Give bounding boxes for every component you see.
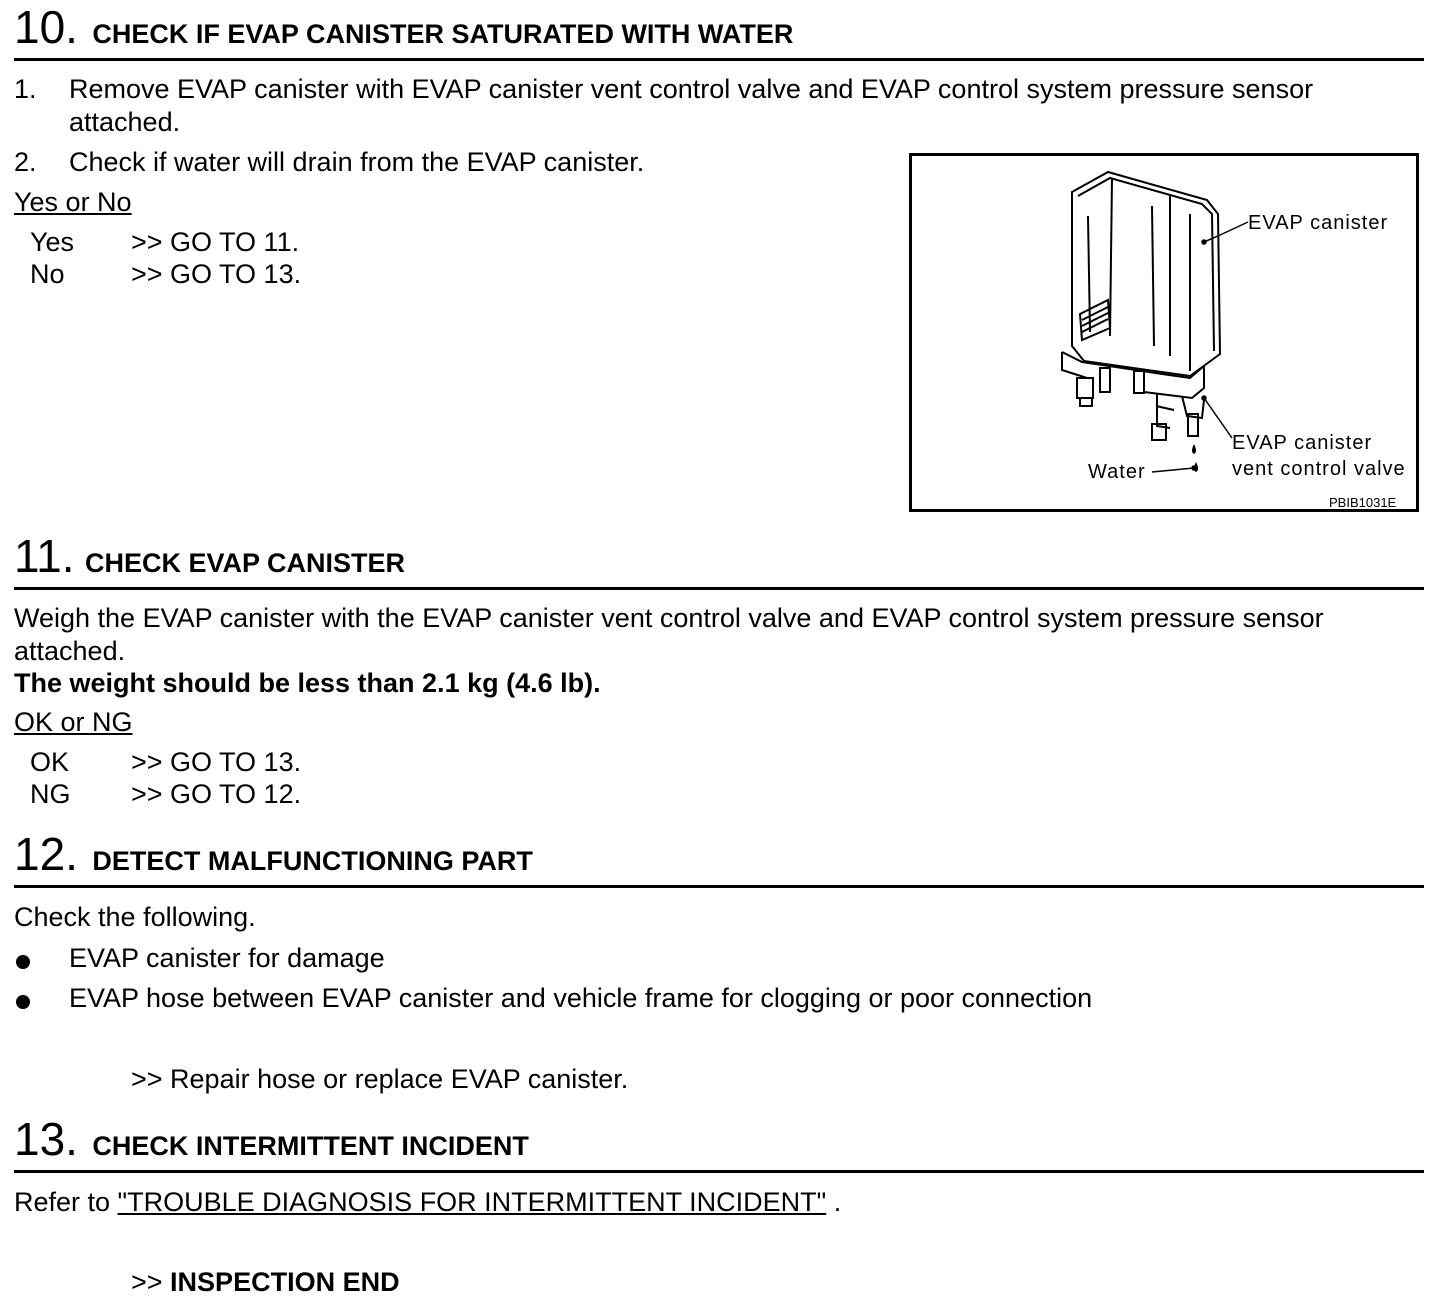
step-10-heading xyxy=(14,1,794,53)
step-10-result-yes-action: >> GO TO 11. xyxy=(131,227,300,257)
step-10-rule xyxy=(14,58,1424,61)
water-drop-icon xyxy=(1192,444,1196,454)
step-13-number: 13. xyxy=(14,1113,78,1165)
step-11-number: 11. xyxy=(14,530,75,582)
label-evap-canister: EVAP canister xyxy=(1248,212,1389,234)
step-11-result-ng-action: >> GO TO 12. xyxy=(131,779,302,809)
step-10-result-yes-label: Yes xyxy=(30,227,75,257)
evap-canister-figure xyxy=(909,153,1419,512)
step-10-item-2-text: Check if water will drain from the EVAP canister. xyxy=(69,147,645,177)
step-13-refer-suffix: . xyxy=(826,1187,842,1217)
step-11-rule xyxy=(14,587,1424,590)
intermittent-incident-link[interactable]: "TROUBLE DIAGNOSIS FOR INTERMITTENT INCIDENT" xyxy=(117,1187,827,1217)
step-11-result-ok-action: >> GO TO 13. xyxy=(131,747,302,777)
step-13-heading xyxy=(14,1113,529,1165)
evap-canister-illustration xyxy=(912,156,1416,509)
step-12-number: 12. xyxy=(14,828,78,880)
step-10-result-no-action: >> GO TO 13. xyxy=(131,259,302,289)
label-water: Water xyxy=(1088,461,1146,483)
step-12-bullet-2: EVAP hose between EVAP canister and vehicle frame for clogging or poor connection xyxy=(69,983,1093,1013)
step-11-result-ok-label: OK xyxy=(30,747,70,777)
step-10-item-1-number: 1. xyxy=(14,74,37,104)
step-11-text: Weigh the EVAP canister with the EVAP canister vent control valve and EVAP control system pressure sensor xyxy=(14,603,1324,633)
step-11-title: CHECK EVAP CANISTER xyxy=(85,548,406,578)
step-12-bullet-1: EVAP canister for damage xyxy=(69,943,385,973)
step-12-heading xyxy=(14,828,533,880)
bullet-icon xyxy=(16,955,30,969)
step-13-title: CHECK INTERMITTENT INCIDENT xyxy=(92,1131,529,1161)
step-13-action-prefix: >> xyxy=(131,1267,171,1297)
step-13-action-text: INSPECTION END xyxy=(170,1267,400,1297)
step-12-action: >> Repair hose or replace EVAP canister. xyxy=(131,1064,629,1094)
label-vent-valve-line1: EVAP canister xyxy=(1232,432,1373,454)
figure-code: PBIB1031E xyxy=(1329,495,1397,510)
step-11-result-ng-label: NG xyxy=(30,779,71,809)
step-13-refer xyxy=(14,1187,841,1218)
step-11-spec: The weight should be less than 2.1 kg (4.6 lb). xyxy=(14,668,601,698)
step-10-title: CHECK IF EVAP CANISTER SATURATED WITH WATER xyxy=(92,19,794,49)
step-10-number: 10. xyxy=(14,1,78,53)
step-13-action xyxy=(131,1267,400,1298)
step-12-rule xyxy=(14,885,1424,888)
step-10-result-no-label: No xyxy=(30,259,65,289)
label-vent-valve-line2: vent control valve xyxy=(1232,458,1406,480)
step-11-text-cont: attached. xyxy=(14,636,126,666)
step-13-rule xyxy=(14,1170,1424,1173)
step-11-heading xyxy=(14,530,406,582)
bullet-icon xyxy=(16,995,30,1009)
step-10-item-1-text-cont: attached. xyxy=(69,107,181,137)
step-13-refer-prefix: Refer to xyxy=(14,1187,118,1217)
step-10-item-2-number: 2. xyxy=(14,147,37,177)
step-12-intro: Check the following. xyxy=(14,902,256,932)
step-10-item-1-text: Remove EVAP canister with EVAP canister vent control valve and EVAP control system pressure sensor xyxy=(69,74,1314,104)
step-11-prompt: OK or NG xyxy=(14,707,133,737)
step-10-prompt: Yes or No xyxy=(14,187,132,217)
step-12-title: DETECT MALFUNCTIONING PART xyxy=(92,846,533,876)
